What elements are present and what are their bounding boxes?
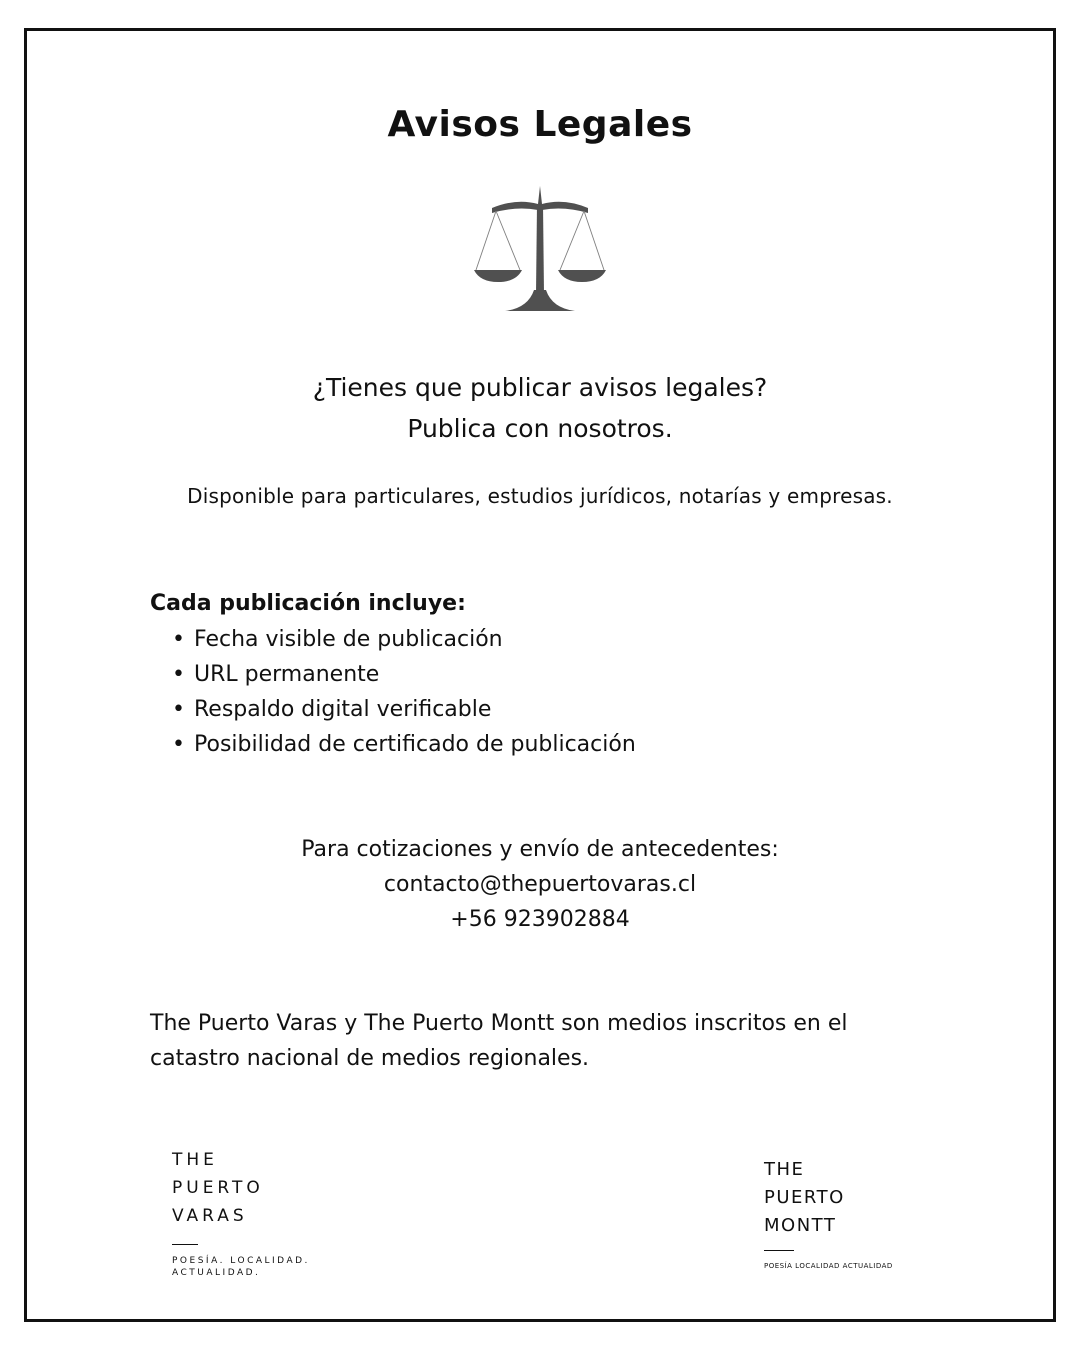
contact-email[interactable]: contacto@thepuertovaras.cl <box>383 872 697 897</box>
bullet-icon: • <box>172 662 185 687</box>
contact-label: Para cotizaciones y envío de antecedentes: <box>301 837 779 862</box>
bullet-icon: • <box>172 732 185 757</box>
list-item-text: URL permanente <box>194 662 380 687</box>
scales-of-justice-icon <box>470 182 610 316</box>
list-item <box>172 692 950 727</box>
includes-list <box>150 622 950 762</box>
bullet-icon: • <box>172 627 185 652</box>
the-puerto-montt-logo <box>764 1156 964 1271</box>
logo-line-montt: MONTT <box>764 1215 837 1236</box>
logo-divider <box>764 1250 794 1251</box>
logo-line-the: THE <box>172 1150 218 1170</box>
list-item <box>172 622 950 657</box>
logo-line-varas: VARAS <box>172 1206 248 1226</box>
intro-call-to-action: Publica con nosotros. <box>407 414 673 443</box>
list-item <box>172 657 950 692</box>
intro-question: ¿Tienes que publicar avisos legales? <box>312 373 768 402</box>
list-item <box>172 727 950 762</box>
intro-text <box>0 367 1080 449</box>
list-item-text: Fecha visible de publicación <box>194 627 503 652</box>
the-puerto-varas-logo <box>172 1146 392 1279</box>
includes-heading: Cada publicación incluye: <box>150 591 466 616</box>
registry-note: The Puerto Varas y The Puerto Montt son medios inscritos en el catastro nacional de medios regionales. <box>150 1011 848 1071</box>
contact-phone[interactable]: +56 923902884 <box>450 907 630 932</box>
logo-tagline: POESÍA. LOCALIDAD. ACTUALIDAD. <box>172 1256 310 1278</box>
includes-section <box>150 590 950 762</box>
availability-text: Disponible para particulares, estudios jurídicos, notarías y empresas. <box>187 484 893 508</box>
list-item-text: Posibilidad de certificado de publicación <box>194 732 636 757</box>
logo-line-puerto: PUERTO <box>764 1187 845 1208</box>
logo-line-the: THE <box>764 1159 805 1180</box>
logo-tagline: POESÍA LOCALIDAD ACTUALIDAD <box>764 1262 893 1270</box>
logo-divider <box>172 1244 198 1245</box>
page-title: Avisos Legales <box>387 104 693 145</box>
contact-section <box>0 832 1080 937</box>
logo-line-puerto: PUERTO <box>172 1178 264 1198</box>
list-item-text: Respaldo digital verificable <box>194 697 492 722</box>
bullet-icon: • <box>172 697 185 722</box>
